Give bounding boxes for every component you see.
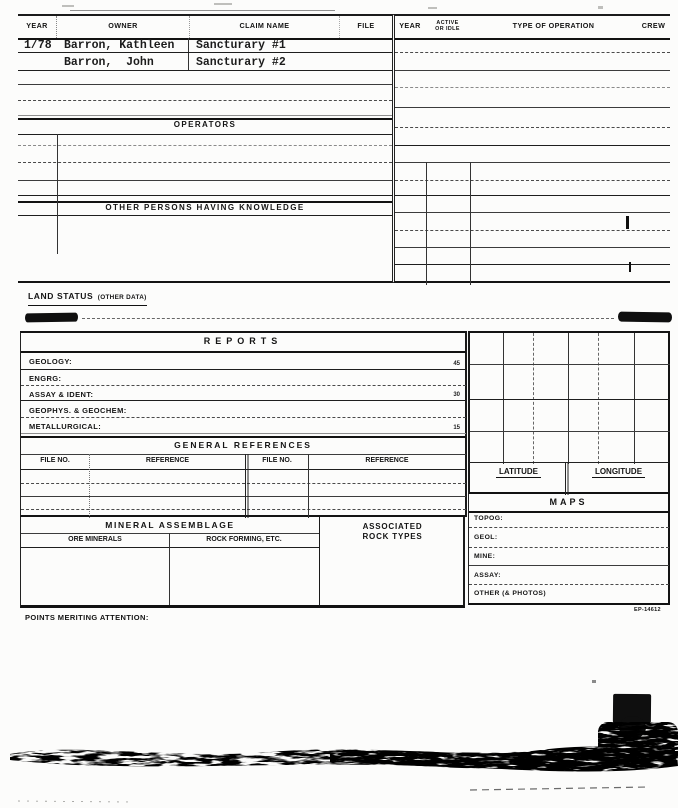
- row-line: [469, 584, 669, 585]
- column-line: [188, 38, 189, 70]
- row-line: [395, 145, 670, 146]
- claims-owner-table: [18, 14, 392, 283]
- land-status-label: LAND STATUS: [28, 291, 94, 301]
- operators-header: OPERATORS: [173, 120, 237, 129]
- row-line: [21, 400, 466, 401]
- mineral-assemblage-section: [20, 517, 320, 608]
- row-line: [18, 100, 392, 101]
- ink-tick-artifact: [629, 262, 631, 272]
- row-line: [469, 547, 669, 548]
- row-line: [18, 195, 392, 196]
- scan-speck: [214, 3, 232, 5]
- entry-claim-2: Sancturary #2: [196, 56, 286, 69]
- genref-col-reference-2: REFERENCE: [365, 457, 409, 464]
- entry-owner-2: Barron, John: [64, 56, 154, 69]
- report-row-assay-ident: ASSAY & IDENT:: [29, 390, 94, 399]
- grid-margin-tick: 45: [453, 361, 460, 367]
- col-header-file: FILE: [357, 21, 375, 30]
- header-underline: [21, 547, 319, 548]
- entry-owner-1: Barron, Kathleen: [64, 39, 175, 52]
- column-line: [89, 454, 90, 518]
- genref-col-reference-1: REFERENCE: [145, 457, 190, 464]
- header-underline: [21, 469, 466, 470]
- maps-section: [468, 494, 670, 605]
- row-line: [395, 70, 670, 71]
- grid-line: [470, 364, 670, 365]
- genref-col-file-no-1: FILE NO.: [40, 457, 70, 464]
- grid-line: [470, 431, 670, 432]
- latitude-longitude-row: [468, 462, 670, 494]
- row-line: [469, 527, 669, 528]
- section-rule: [21, 533, 319, 534]
- mineral-assemblage-title: MINERAL ASSEMBLAGE: [105, 520, 235, 530]
- land-status-heading: [28, 286, 147, 306]
- associated-rock-types-section: [320, 517, 465, 608]
- genref-col-file-no-2: FILE NO.: [262, 457, 292, 464]
- section-rule: [469, 511, 669, 513]
- latitude-label: LATITUDE: [496, 467, 541, 478]
- row-line: [18, 145, 392, 146]
- scan-smudge-band: [0, 714, 678, 808]
- row-line: [18, 84, 392, 85]
- longitude-label: LONGITUDE: [592, 467, 645, 478]
- section-rule: [21, 351, 466, 353]
- row-line: [21, 369, 466, 370]
- row-line: [395, 230, 670, 231]
- land-status-sublabel: (OTHER DATA): [97, 294, 147, 301]
- col-header-year: YEAR: [399, 21, 421, 30]
- header-underline: [395, 38, 670, 40]
- report-row-engrg: ENGRG:: [29, 374, 62, 383]
- row-line: [395, 107, 670, 108]
- col-header-owner: OWNER: [57, 16, 190, 38]
- general-references-title: GENERAL REFERENCES: [174, 440, 312, 450]
- row-line: [395, 127, 670, 128]
- points-meriting-attention-label: POINTS MERITING ATTENTION:: [25, 613, 149, 622]
- report-row-metallurgical: METALLURGICAL:: [29, 422, 102, 431]
- grid-margin-tick: 30: [453, 392, 460, 398]
- entry-year-1: 1/78: [24, 39, 52, 52]
- entry-claim-1: Sancturary #1: [196, 39, 286, 52]
- maps-title: MAPS: [549, 497, 588, 507]
- section-rule: [21, 454, 466, 455]
- column-line: [57, 134, 58, 254]
- col-header-active-line1: ACTIVE: [436, 20, 459, 26]
- col-header-ore-minerals: ORE MINERALS: [68, 536, 122, 543]
- row-line: [395, 212, 670, 213]
- smudge-dense-band: [330, 722, 678, 772]
- grid-margin-tick: 15: [453, 425, 460, 431]
- row-line: [18, 134, 392, 135]
- maps-row-assay: ASSAY:: [474, 572, 501, 579]
- row-line: [395, 195, 670, 196]
- row-line: [395, 247, 670, 248]
- ink-blot-artifact: [25, 313, 78, 323]
- column-line: [308, 454, 309, 518]
- row-line: [469, 565, 669, 566]
- scan-speck: [62, 5, 74, 7]
- maps-row-other-photos: OTHER (& PHOTOS): [474, 590, 546, 597]
- report-row-geophys: GEOPHYS. & GEOCHEM:: [29, 406, 127, 415]
- row-line: [18, 115, 392, 116]
- coordinate-grid: [468, 331, 670, 462]
- operations-table-header-row: [395, 16, 670, 38]
- row-line: [21, 496, 466, 497]
- col-header-claim-name: CLAIM NAME: [190, 16, 340, 38]
- other-persons-header: OTHER PERSONS HAVING KNOWLEDGE: [105, 203, 305, 212]
- col-header-active-line2: OR IDLE: [435, 26, 460, 33]
- row-line: [18, 162, 392, 163]
- maps-row-geol: GEOL:: [474, 534, 498, 541]
- row-line: [18, 215, 392, 216]
- scan-speck: [592, 680, 596, 683]
- ink-blot-artifact: [618, 312, 672, 323]
- report-row-geology: GEOLOGY:: [29, 357, 73, 366]
- faint-dash-line: [18, 801, 130, 802]
- operation-history-table: [392, 14, 670, 283]
- column-line: [245, 454, 246, 518]
- scan-speck: [598, 6, 603, 9]
- col-header-type-of-operation: TYPE OF OPERATION: [512, 21, 595, 30]
- claims-table-header-row: [18, 16, 392, 38]
- row-line: [21, 433, 466, 434]
- col-header-active-or-idle: [425, 16, 470, 38]
- ink-tick-artifact: [626, 216, 629, 229]
- column-line: [470, 162, 471, 285]
- row-line: [18, 180, 392, 181]
- col-header-crew: CREW: [641, 21, 666, 30]
- row-line: [395, 52, 670, 53]
- column-line: [565, 463, 566, 495]
- reports-section: [20, 331, 467, 517]
- scan-smear-line: [70, 10, 335, 11]
- col-header-year: YEAR: [18, 16, 57, 38]
- faint-dash-line: [470, 787, 650, 790]
- handwritten-rule-line: [82, 318, 614, 319]
- section-rule: [21, 436, 466, 438]
- row-line: [21, 385, 466, 386]
- maps-row-topog: TOPOG:: [474, 515, 504, 522]
- form-number: EP-14612: [634, 607, 661, 613]
- longitude-cell: [567, 467, 670, 478]
- row-line: [21, 417, 466, 418]
- reports-title: REPORTS: [203, 336, 283, 346]
- col-header-rock-forming: ROCK FORMING, ETC.: [206, 536, 282, 543]
- associated-rock-types-line1: ASSOCIATED: [362, 522, 423, 531]
- scan-speck: [428, 7, 437, 9]
- row-line: [395, 162, 670, 163]
- row-line: [18, 52, 392, 53]
- associated-rock-types-line2: ROCK TYPES: [362, 532, 423, 541]
- maps-row-mine: MINE:: [474, 553, 496, 560]
- row-line: [21, 509, 466, 510]
- row-line: [395, 180, 670, 181]
- row-line: [18, 70, 392, 71]
- row-line: [395, 87, 670, 88]
- column-line: [426, 162, 427, 285]
- grid-line: [470, 399, 670, 400]
- column-line: [169, 533, 170, 605]
- latitude-cell: [470, 467, 567, 478]
- row-line: [21, 483, 466, 484]
